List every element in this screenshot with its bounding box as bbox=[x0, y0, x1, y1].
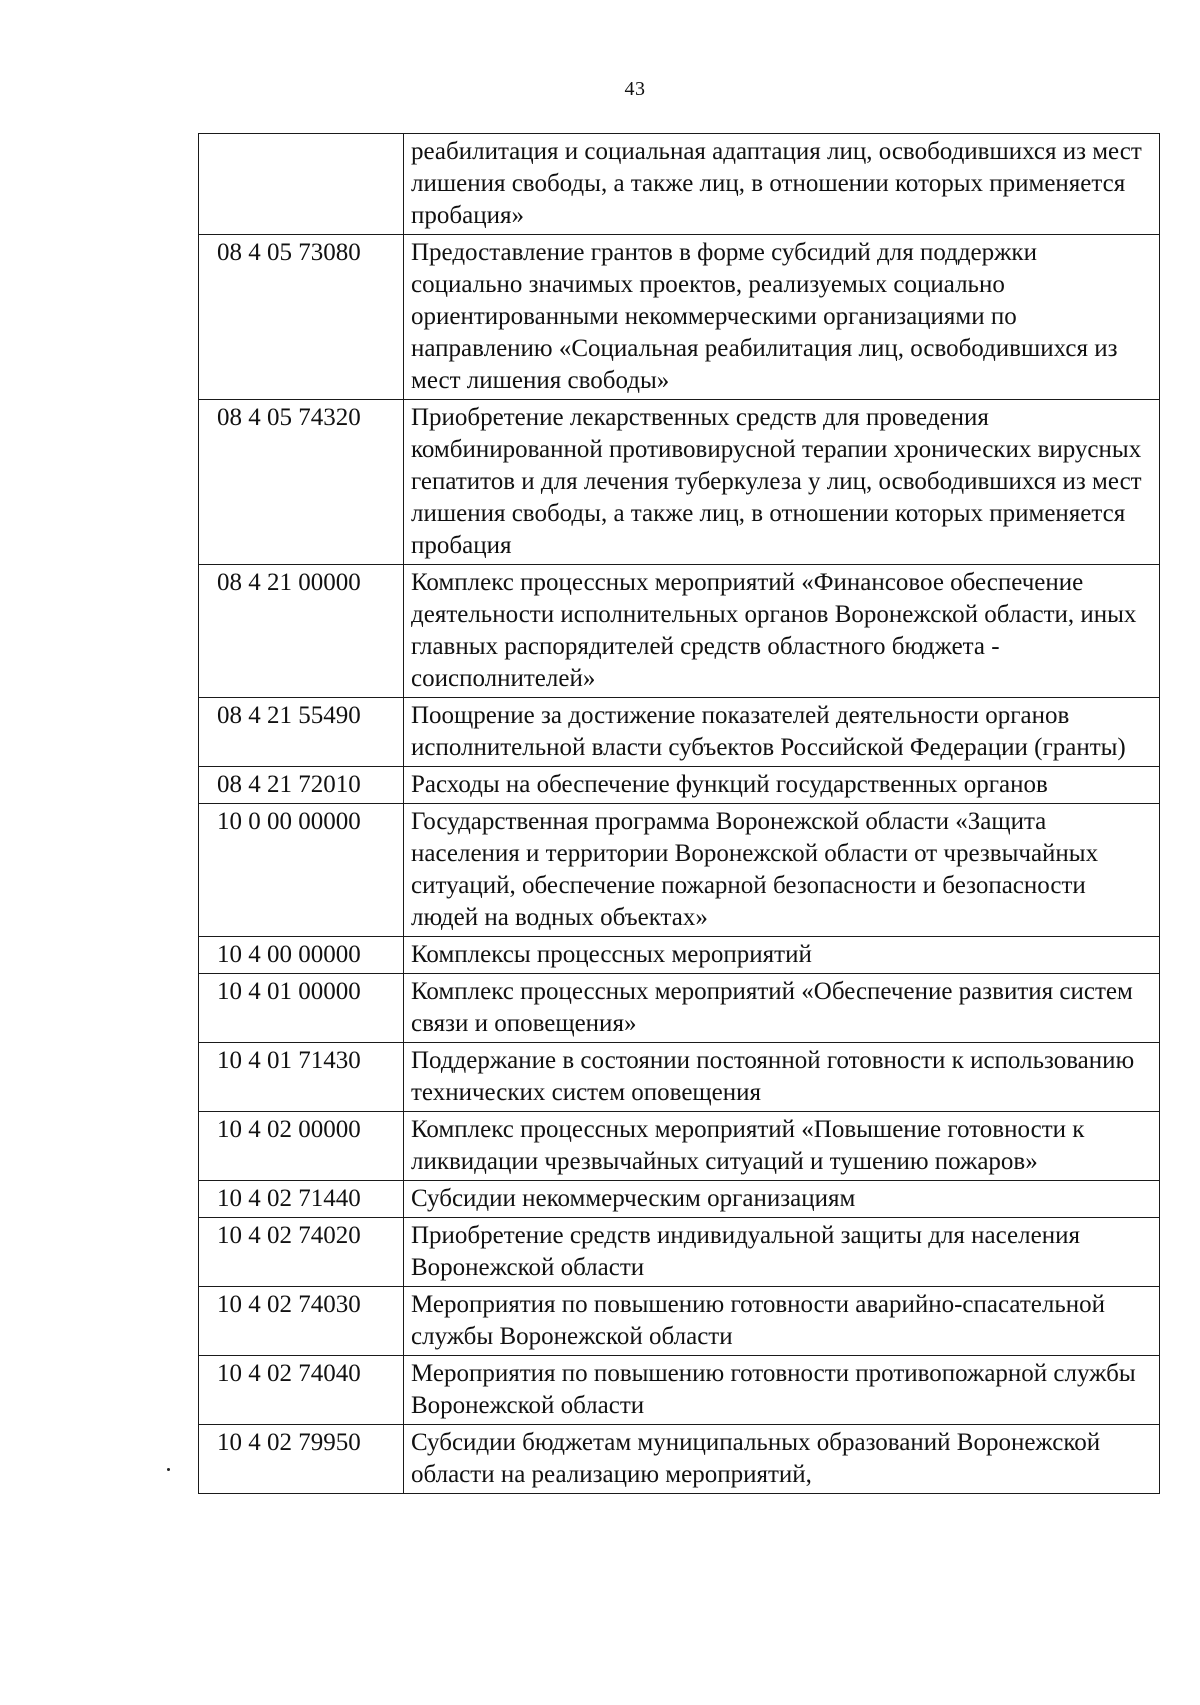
scan-speck bbox=[167, 1468, 170, 1471]
budget-code-cell: 08 4 21 00000 bbox=[199, 565, 404, 698]
budget-code-cell: 10 4 02 79950 bbox=[199, 1425, 404, 1494]
table-row bbox=[199, 400, 1160, 565]
description-cell: Поощрение за достижение показателей деятельности органов исполнительной власти субъектов Российской Федерации (гранты) bbox=[404, 698, 1160, 767]
description-cell: Комплекс процессных мероприятий «Финансовое обеспечение деятельности исполнительных органов Воронежской области, иных главных распорядителей средств областного бюджета - соисполнителей» bbox=[404, 565, 1160, 698]
table-row bbox=[199, 134, 1160, 235]
budget-code-cell: 10 0 00 00000 bbox=[199, 804, 404, 937]
description-cell: Приобретение лекарственных средств для проведения комбинированной противовирусной терапии хронических вирусных гепатитов и для лечения туберкулеза у лиц, освободившихся из мест лишения свободы, а также лиц, в отношении которых применяется пробация bbox=[404, 400, 1160, 565]
table-row bbox=[199, 1425, 1160, 1494]
budget-code-cell: 08 4 05 73080 bbox=[199, 235, 404, 400]
description-cell: Расходы на обеспечение функций государственных органов bbox=[404, 767, 1160, 804]
description-cell: Приобретение средств индивидуальной защиты для населения Воронежской области bbox=[404, 1218, 1160, 1287]
description-cell: Мероприятия по повышению готовности противопожарной службы Воронежской области bbox=[404, 1356, 1160, 1425]
table-row bbox=[199, 1287, 1160, 1356]
description-cell: реабилитация и социальная адаптация лиц, освободившихся из мест лишения свободы, а также лиц, в отношении которых применяется пробация» bbox=[404, 134, 1160, 235]
description-cell: Комплекс процессных мероприятий «Повышение готовности к ликвидации чрезвычайных ситуаций и тушению пожаров» bbox=[404, 1112, 1160, 1181]
table-row bbox=[199, 767, 1160, 804]
description-cell: Государственная программа Воронежской области «Защита населения и территории Воронежской области от чрезвычайных ситуаций, обеспечение пожарной безопасности и безопасности людей на водных объектах» bbox=[404, 804, 1160, 937]
description-cell: Предоставление грантов в форме субсидий для поддержки социально значимых проектов, реализуемых социально ориентированными некоммерческими организациями по направлению «Социальная реабилитация лиц, освободившихся из мест лишения свободы» bbox=[404, 235, 1160, 400]
table-row bbox=[199, 1356, 1160, 1425]
budget-code-cell: 08 4 21 55490 bbox=[199, 698, 404, 767]
budget-code-cell: 10 4 01 71430 bbox=[199, 1043, 404, 1112]
table-row bbox=[199, 974, 1160, 1043]
description-cell: Мероприятия по повышению готовности аварийно-спасательной службы Воронежской области bbox=[404, 1287, 1160, 1356]
table-row bbox=[199, 1181, 1160, 1218]
description-cell: Поддержание в состоянии постоянной готовности к использованию технических систем оповещения bbox=[404, 1043, 1160, 1112]
table-row bbox=[199, 937, 1160, 974]
description-cell: Субсидии некоммерческим организациям bbox=[404, 1181, 1160, 1218]
description-cell: Комплекс процессных мероприятий «Обеспечение развития систем связи и оповещения» bbox=[404, 974, 1160, 1043]
table-body bbox=[199, 134, 1160, 1494]
budget-code-cell: 10 4 01 00000 bbox=[199, 974, 404, 1043]
budget-code-table bbox=[198, 133, 1160, 1494]
budget-code-cell: 10 4 02 71440 bbox=[199, 1181, 404, 1218]
budget-code-cell: 10 4 02 74020 bbox=[199, 1218, 404, 1287]
budget-code-cell: 08 4 05 74320 bbox=[199, 400, 404, 565]
budget-code-cell: 10 4 02 74040 bbox=[199, 1356, 404, 1425]
budget-code-cell bbox=[199, 134, 404, 235]
table-row bbox=[199, 698, 1160, 767]
page-number: 43 bbox=[624, 78, 646, 100]
table-row bbox=[199, 1112, 1160, 1181]
budget-code-cell: 10 4 00 00000 bbox=[199, 937, 404, 974]
table-row bbox=[199, 565, 1160, 698]
budget-code-cell: 08 4 21 72010 bbox=[199, 767, 404, 804]
table-row bbox=[199, 804, 1160, 937]
table-row bbox=[199, 1218, 1160, 1287]
table-row bbox=[199, 235, 1160, 400]
budget-code-cell: 10 4 02 00000 bbox=[199, 1112, 404, 1181]
description-cell: Комплексы процессных мероприятий bbox=[404, 937, 1160, 974]
budget-code-cell: 10 4 02 74030 bbox=[199, 1287, 404, 1356]
description-cell: Субсидии бюджетам муниципальных образований Воронежской области на реализацию мероприятий, bbox=[404, 1425, 1160, 1494]
table-row bbox=[199, 1043, 1160, 1112]
